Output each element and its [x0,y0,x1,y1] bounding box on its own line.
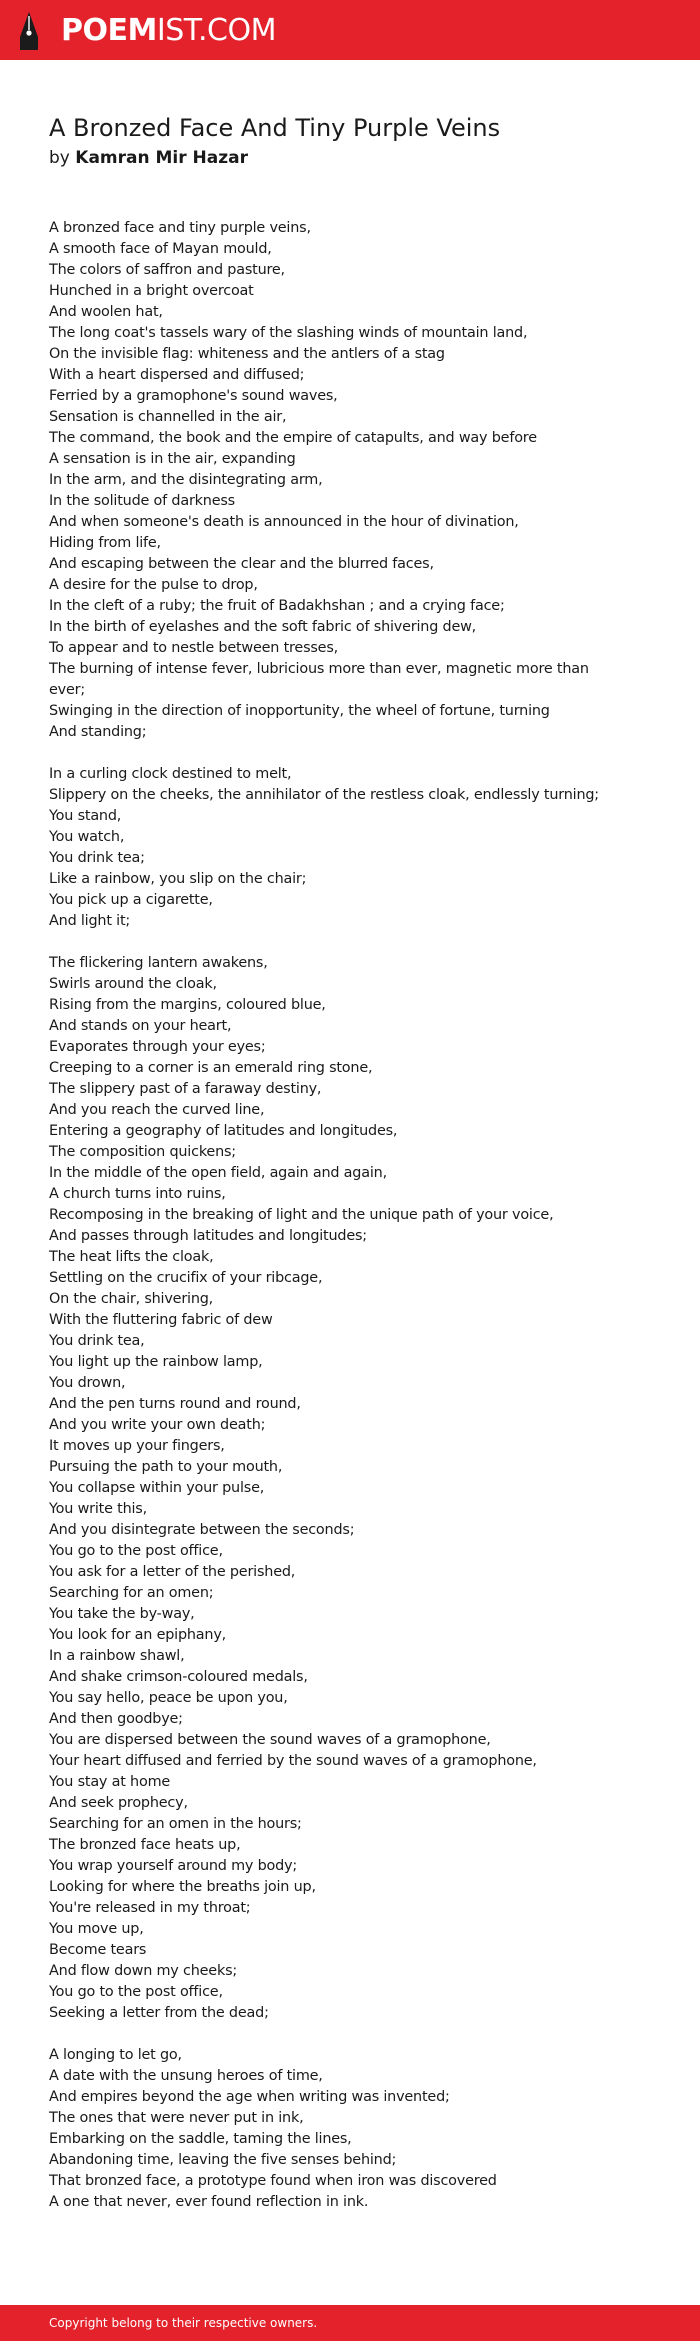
poem-stanza [49,2045,609,2213]
poem-stanza [49,218,609,743]
poem-line: A church turns into ruins, [49,1186,226,1202]
poem-line: Settling on the crucifix of your ribcage, [49,1270,323,1286]
poem-line: Pursuing the path to your mouth, [49,1459,283,1475]
poem-line: And you reach the curved line, [49,1102,265,1118]
poem-line: Recomposing in the breaking of light and the unique path of your voice, [49,1207,554,1223]
poem-line: You wrap yourself around my body; [49,1858,298,1874]
poem-line: You collapse within your pulse, [49,1480,265,1496]
poem-line: Searching for an omen; [49,1585,214,1601]
poem-line: Evaporates through your eyes; [49,1039,266,1055]
poem-line: That bronzed face, a prototype found when iron was discovered [49,2173,497,2189]
poem-line: You drink tea, [49,1333,145,1349]
poem-line: In the arm, and the disintegrating arm, [49,472,323,488]
poem-line: The colors of saffron and pasture, [49,262,285,278]
poem-line: And woolen hat, [49,304,163,320]
poem-line: You go to the post office, [49,1984,223,2000]
poem-line: The bronzed face heats up, [49,1837,241,1853]
brand-name [61,11,276,51]
poem-line: In the solitude of darkness [49,493,235,509]
poem-line: You are dispersed between the sound waves of a gramophone, [49,1732,491,1748]
poem-body [49,218,609,2234]
poem-line: And shake crimson-coloured medals, [49,1669,308,1685]
site-footer [0,2305,700,2341]
poem-line: With a heart dispersed and diffused; [49,367,305,383]
poem-line: And flow down my cheeks; [49,1963,238,1979]
poem-line: A one that never, ever found reflection in ink. [49,2194,369,2210]
brand-bold: POEM [61,13,157,48]
poem-line: And standing; [49,724,147,740]
poem-line: You ask for a letter of the perished, [49,1564,296,1580]
poem-line: Rising from the margins, coloured blue, [49,997,326,1013]
poem-line: In a curling clock destined to melt, [49,766,292,782]
poem-line: Your heart diffused and ferried by the sound waves of a gramophone, [49,1753,537,1769]
poem-line: You say hello, peace be upon you, [49,1690,288,1706]
poem-line: You go to the post office, [49,1543,223,1559]
author-name[interactable]: Kamran Mir Hazar [75,148,248,168]
poem-stanza [49,953,609,2024]
poem-line: The composition quickens; [49,1144,236,1160]
poem-line: You drink tea; [49,850,145,866]
poem-line: You pick up a cigarette, [49,892,213,908]
byline [49,146,248,170]
poem-line: The long coat's tassels wary of the slashing winds of mountain land, [49,325,528,341]
poem-line: It moves up your fingers, [49,1438,225,1454]
poem-line: You watch, [49,829,125,845]
poem-line: And empires beyond the age when writing was invented; [49,2089,450,2105]
poem-line: A date with the unsung heroes of time, [49,2068,323,2084]
poem-line: Creeping to a corner is an emerald ring stone, [49,1060,373,1076]
poem-line: You stay at home [49,1774,171,1790]
brand-light: IST.COM [156,13,276,48]
poem-line: You move up, [49,1921,144,1937]
poem-line: A bronzed face and tiny purple veins, [49,220,311,236]
poem-line: The ones that were never put in ink, [49,2110,304,2126]
poem-line: You stand, [49,808,122,824]
poem-title: A Bronzed Face And Tiny Purple Veins [49,114,501,142]
poem-line: And the pen turns round and round, [49,1396,301,1412]
poem-line: Sensation is channelled in the air, [49,409,287,425]
poem-line: And when someone's death is announced in the hour of divination, [49,514,519,530]
poem-line: Searching for an omen in the hours; [49,1816,302,1832]
poem-line: And then goodbye; [49,1711,183,1727]
poem-line: Ferried by a gramophone's sound waves, [49,388,338,404]
poem-line: The slippery past of a faraway destiny, [49,1081,322,1097]
poem-line: Seeking a letter from the dead; [49,2005,269,2021]
poem-line: A longing to let go, [49,2047,182,2063]
poem-line: You drown, [49,1375,126,1391]
poem-stanza [49,764,609,932]
poem-line: In the birth of eyelashes and the soft fabric of shivering dew, [49,619,477,635]
by-label: by [49,148,70,168]
copyright-notice: Copyright belong to their respective owners. [49,2316,318,2330]
poem-line: A smooth face of Mayan mould, [49,241,272,257]
poem-line: You write this, [49,1501,147,1517]
poem-line: Like a rainbow, you slip on the chair; [49,871,307,887]
poem-line: In the middle of the open field, again and again, [49,1165,387,1181]
site-header [0,0,700,60]
poem-line: On the chair, shivering, [49,1291,214,1307]
poem-line: Swirls around the cloak, [49,976,217,992]
poem-line: Become tears [49,1942,147,1958]
poem-line: And seek prophecy, [49,1795,188,1811]
pen-nib-icon [17,11,41,51]
poem-line: The heat lifts the cloak, [49,1249,214,1265]
poem-line: A sensation is in the air, expanding [49,451,296,467]
poem-line: And passes through latitudes and longitudes; [49,1228,367,1244]
poem-line: You take the by-way, [49,1606,195,1622]
poem-line: On the invisible flag: whiteness and the antlers of a stag [49,346,445,362]
poem-line: The flickering lantern awakens, [49,955,268,971]
poem-line: With the fluttering fabric of dew [49,1312,273,1328]
poem-line: The burning of intense fever, lubricious more than ever, magnetic more than ever; [49,661,589,698]
poem-line: And light it; [49,913,131,929]
poem-line: Slippery on the cheeks, the annihilator of the restless cloak, endlessly turning; [49,787,599,803]
poem-line: And you disintegrate between the seconds; [49,1522,355,1538]
poem-line: And escaping between the clear and the blurred faces, [49,556,434,572]
poem-line: You look for an epiphany, [49,1627,227,1643]
site-logo[interactable] [17,11,276,51]
poem-line: Entering a geography of latitudes and longitudes, [49,1123,398,1139]
poem-line: To appear and to nestle between tresses, [49,640,339,656]
poem-line: Hiding from life, [49,535,161,551]
poem-line: A desire for the pulse to drop, [49,577,258,593]
poem-line: Embarking on the saddle, taming the lines, [49,2131,352,2147]
poem-line: Abandoning time, leaving the five senses behind; [49,2152,397,2168]
poem-line: You light up the rainbow lamp, [49,1354,263,1370]
poem-line: In a rainbow shawl, [49,1648,185,1664]
poem-line: Swinging in the direction of inopportunity, the wheel of fortune, turning [49,703,550,719]
poem-line: And you write your own death; [49,1417,266,1433]
poem-line: Looking for where the breaths join up, [49,1879,316,1895]
poem-line: And stands on your heart, [49,1018,232,1034]
poem-line: In the cleft of a ruby; the fruit of Badakhshan ; and a crying face; [49,598,505,614]
poem-line: The command, the book and the empire of catapults, and way before [49,430,537,446]
poem-line: You're released in my throat; [49,1900,251,1916]
poem-line: Hunched in a bright overcoat [49,283,254,299]
